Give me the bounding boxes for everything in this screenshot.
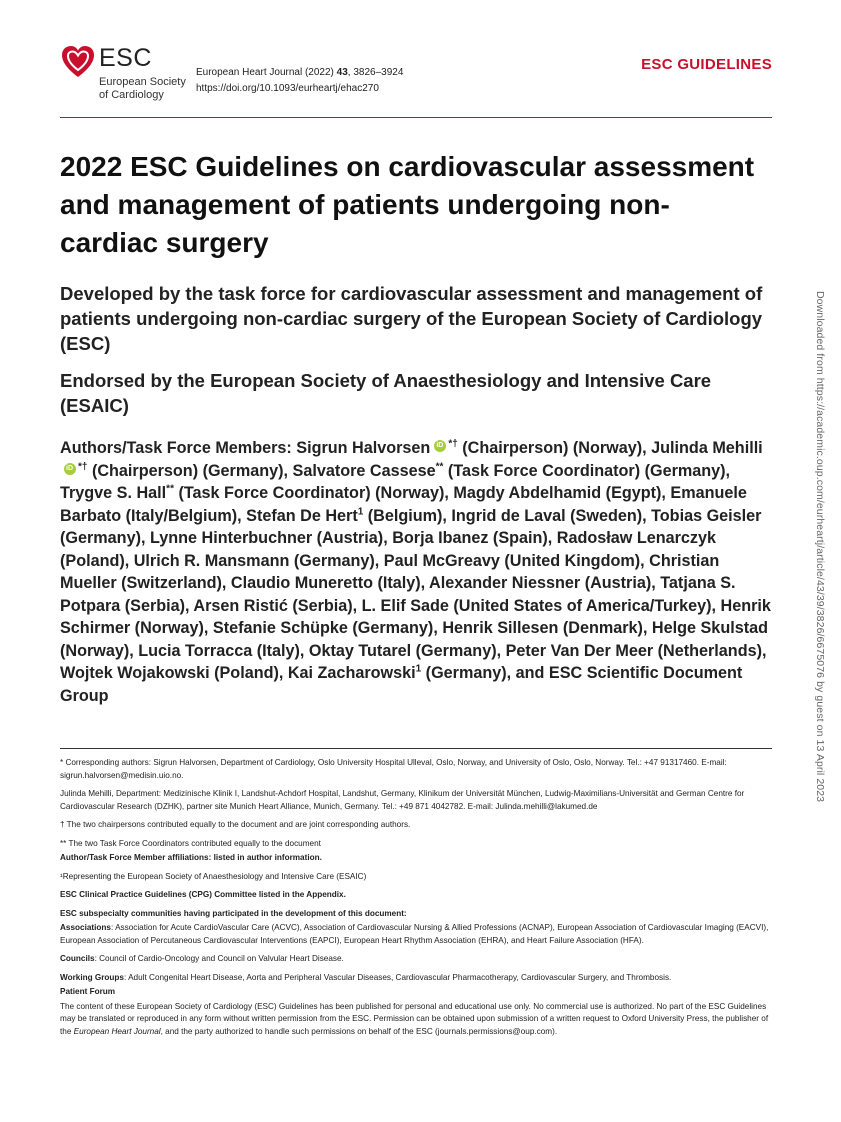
author-role: (Task Force Coordinator) (Norway), Magdy Abdelhamid (Egypt), Emanuele Barbato (Italy/Belgium), Stefan De Hert	[60, 484, 747, 525]
author-footnote-mark: 1	[415, 663, 422, 675]
journal-citation	[196, 65, 403, 97]
footnote-working-groups	[60, 972, 775, 985]
footnote-corresponding-2: Julinda Mehilli, Department: Medizinische Klinik I, Landshut-Achdorf Hospital, Landshut, Germany, Klinikum der Universität München, Ludwig-Maximilians-Universität and German Centre for Cardiovascular Research (DZHK), partner site Munich Heart Alliance, Munich, Germany. Tel.: +49 871 4042782. E-mail: Julinda.mehilli@lakumed.de	[60, 789, 745, 811]
footnote-patient-forum: Patient Forum	[60, 987, 116, 996]
footnote-affiliations: Author/Task Force Member affiliations: listed in author information.	[60, 853, 322, 862]
working-groups-label: Working Groups	[60, 972, 124, 982]
author-name: Julinda Mehilli	[651, 439, 763, 457]
subtitle-developed: Developed by the task force for cardiovascular assessment and management of patients undergoing non-cardiac surgery of the European Society of Cardiology (ESC)	[60, 283, 763, 354]
associations-text: : Association for Acute CardioVascular Care (ACVC), Association of Cardiovascular Nursing & Allied Professions (ACNAP), European Association of Cardiovascular Imaging (EACVI), European Association of Percutaneous Cardiovascular Interventions (EAPCI), European Heart Rhythm Association (EHRA), and Heart Failure Association (HFA).	[60, 923, 769, 945]
councils-text: : Council of Cardio-Oncology and Council on Valvular Heart Disease.	[94, 954, 344, 963]
author-footnote-mark: 1	[357, 506, 364, 518]
page-title: 2022 ESC Guidelines on cardiovascular assessment and management of patients undergoing non-cardiac surgery	[60, 151, 755, 258]
footnote-associations	[60, 922, 775, 947]
orcid-icon[interactable]	[434, 440, 446, 452]
download-watermark: Downloaded from https://academic.oup.com/eurheartj/article/43/39/3826/6675076 by guest on 13 April 2023	[814, 291, 826, 803]
footnotes	[60, 757, 775, 1044]
logo-text: ESC	[99, 44, 152, 72]
footnote-councils	[60, 953, 775, 966]
copyright-text: The content of these European Society of Cardiology (ESC) Guidelines has been published for personal and educational use only. No commercial use is authorized. No part of the ESC Guidelines may be translated or reproduced in any form without written permission from the ESC. Permission can be obtained upon submission of a written request to Oxford University Press, the publisher of the	[60, 1001, 769, 1036]
logo-subtitle-line2: of Cardiology	[99, 89, 164, 101]
esc-heart-logo-icon	[60, 44, 96, 80]
logo-subtitle-line1: European Society	[99, 76, 186, 88]
author-name: Sigrun Halvorsen	[296, 439, 431, 457]
journal-doi-link[interactable]: https://doi.org/10.1093/eurheartj/ehac270	[196, 83, 379, 94]
journal-name: European Heart Journal (2022)	[196, 67, 337, 78]
author-footnote-mark: *†	[78, 461, 88, 473]
journal-reference	[196, 65, 403, 81]
footnote-divider	[60, 748, 772, 749]
section-label: ESC GUIDELINES	[641, 56, 772, 73]
copyright-text-end: , and the party authorized to handle such permissions on behalf of the ESC (journals.permissions@oup.com).	[160, 1026, 558, 1036]
subtitle-endorsed: Endorsed by the European Society of Anaesthesiology and Intensive Care (ESAIC)	[60, 370, 712, 416]
footnote-subspecialty: ESC subspecialty communities having participated in the development of this document:	[60, 908, 407, 918]
author-role: (Task Force Coordinator) (Germany), Trygve S. Hall	[60, 461, 731, 502]
author-role: (Chairperson) (Norway),	[457, 439, 647, 457]
footnote-double-star: ** The two Task Force Coordinators contributed equally to the document	[60, 838, 321, 848]
journal-pages: , 3826–3924	[347, 67, 404, 78]
author-role: (Chairperson) (Germany), Salvatore Cassese	[87, 461, 436, 480]
author-footnote-mark: *†	[448, 438, 458, 450]
councils-label: Councils	[60, 954, 95, 963]
associations-label: Associations	[60, 923, 111, 932]
author-footnote-mark: **	[166, 483, 174, 495]
working-groups-text: : Adult Congenital Heart Disease, Aorta and Peripheral Vascular Diseases, Cardiovascular Pharmacotherapy, Cardiovascular Surgery, and Thrombosis.	[124, 972, 672, 982]
author-names-tail: (Germany), and ESC Scientific Document Group	[60, 664, 743, 705]
journal-volume: 43	[336, 67, 348, 78]
author-footnote-mark: **	[435, 461, 444, 473]
author-names: (Belgium), Ingrid de Laval (Sweden), Tobias Geisler (Germany), Lynne Hinterbuchner (Austria), Borja Ibanez (Spain), Radosław Lenarczyk (Poland), Ulrich R. Mansmann (Germany), Paul McGreavy (United Kingdom), Christian Mueller (Switzerland), Claudio Muneretto (Italy), Alexander Niessner (Austria), Tatjana S. Potpara (Serbia), Arsen Ristić (Serbia), L. Elif Sade (United States of America/Turkey), Henrik Schirmer (Norway), Stefanie Schüpke (Germany), Henrik Sillesen (Denmark), Helge Skulstad (Norway), Lucia Torracca (Italy), Oktay Tutarel (Germany), Peter Van Der Meer (Netherlands), Wojtek Wojakowski (Poland), Kai Zacharowski	[60, 506, 771, 682]
footnote-esaic: ¹Representing the European Society of Anaesthesiology and Intensive Care (ESAIC)	[60, 871, 367, 881]
copyright-journal: European Heart Journal	[73, 1026, 161, 1036]
authors-label: Authors/Task Force Members:	[60, 439, 297, 457]
logo-subtitle	[99, 76, 186, 102]
footnote-dagger: † The two chairpersons contributed equally to the document and are joint corresponding authors.	[60, 820, 411, 829]
footnote-copyright	[60, 1001, 775, 1039]
author-list	[60, 437, 772, 707]
footnote-corresponding-1: * Corresponding authors: Sigrun Halvorsen, Department of Cardiology, Oslo University Hospital Ulleval, Oslo, Norway, and University of Oslo, Oslo, Norway. Tel.: +47 91317460. E-mail: sigrun.halvorsen@medisin.uio.no.	[60, 758, 727, 780]
footnote-cpg: ESC Clinical Practice Guidelines (CPG) Committee listed in the Appendix.	[60, 890, 346, 899]
orcid-icon[interactable]	[64, 463, 76, 475]
header-divider	[60, 117, 772, 118]
